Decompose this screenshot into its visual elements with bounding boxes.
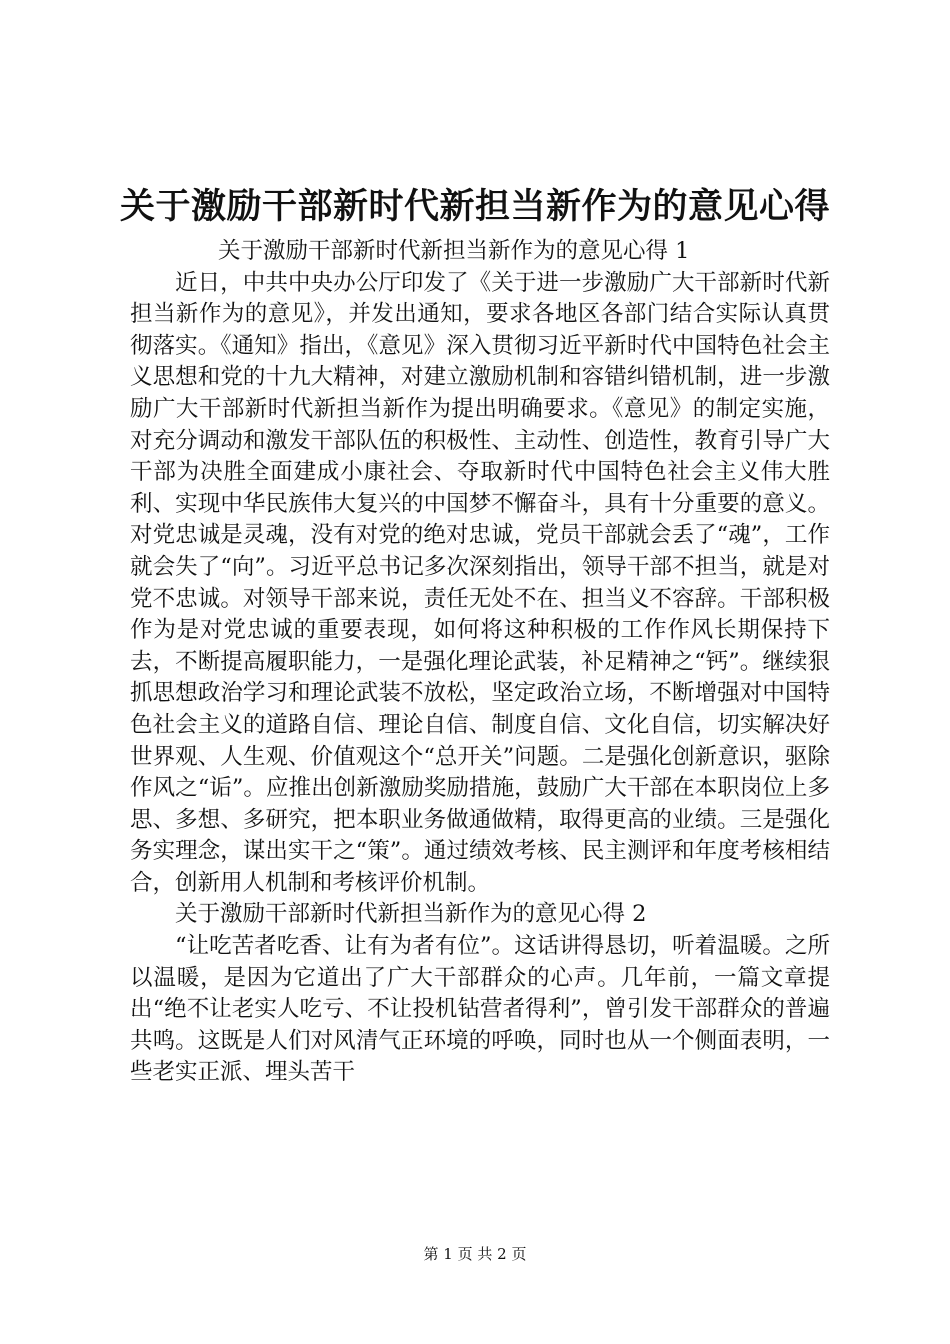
section-paragraph-1: 近日，中共中央办公厅印发了《关于进一步激励广大干部新时代新担当新作为的意见》，并发出通知，要求各地区各部门结合实际认真贯彻落实。《通知》指出，《意见》深入贯彻习近平新时代中国特色社会主义思想和党的十九大精神，对建立激励机制和容错纠错机制，进一步激励广大干部新时代新担当新作为提出明确要求。《意见》的制定实施，对充分调动和激发干部队伍的积极性、主动性、创造性，教育引导广大干部为决胜全面建成小康社会、夺取新时代中国特色社会主义伟大胜利、实现中华民族伟大复兴的中国梦不懈奋斗，具有十分重要的意义。对党忠诚是灵魂，没有对党的绝对忠诚，党员干部就会丢了“魂”，工作就会失了“向”。习近平总书记多次深刻指出，领导干部不担当，就是对党不忠诚。对领导干部来说，责任无处不在、担当义不容辞。干部积极作为是对党忠诚的重要表现，如何将这种积极的工作作风长期保持下去，不断提高履职能力，一是强化理论武装，补足精神之“钙”。继续狠抓思想政治学习和理论武装不放松，坚定政治立场，不断增强对中国特色社会主义的道路自信、理论自信、制度自信、文化自信，切实解决好世界观、人生观、价值观这个“总开关”问题。二是强化创新意识，驱除作风之“诟”。应推出创新激励奖励措施，鼓励广大干部在本职岗位上多思、多想、多研究，把本职业务做通做精，取得更高的业绩。三是强化务实理念，谋出实干之“策”。通过绩效考核、民主测评和年度考核相结合，创新用人机制和考核评价机制。	[130, 269, 830, 896]
section-heading-1: 关于激励干部新时代新担当新作为的意见心得 1	[218, 238, 690, 264]
page-number-footer: 第 1 页 共 2 页	[423, 1245, 527, 1263]
document-body	[130, 236, 830, 1089]
section-paragraph-2: “让吃苦者吃香、让有为者有位”。这话讲得恳切，听着温暖。之所以温暖，是因为它道出了广大干部群众的心声。几年前，一篇文章提出“绝不让老实人吃亏、不让投机钻营者得利”，曾引发干部群众的普遍共鸣。这既是人们对风清气正环境的呼唤，同时也从一个侧面表明，一些老实正派、埋头苦干	[130, 933, 830, 1086]
section-heading-2: 关于激励干部新时代新担当新作为的意见心得 2	[175, 901, 647, 928]
document-title: 关于激励干部新时代新担当新作为的意见心得	[119, 187, 830, 227]
